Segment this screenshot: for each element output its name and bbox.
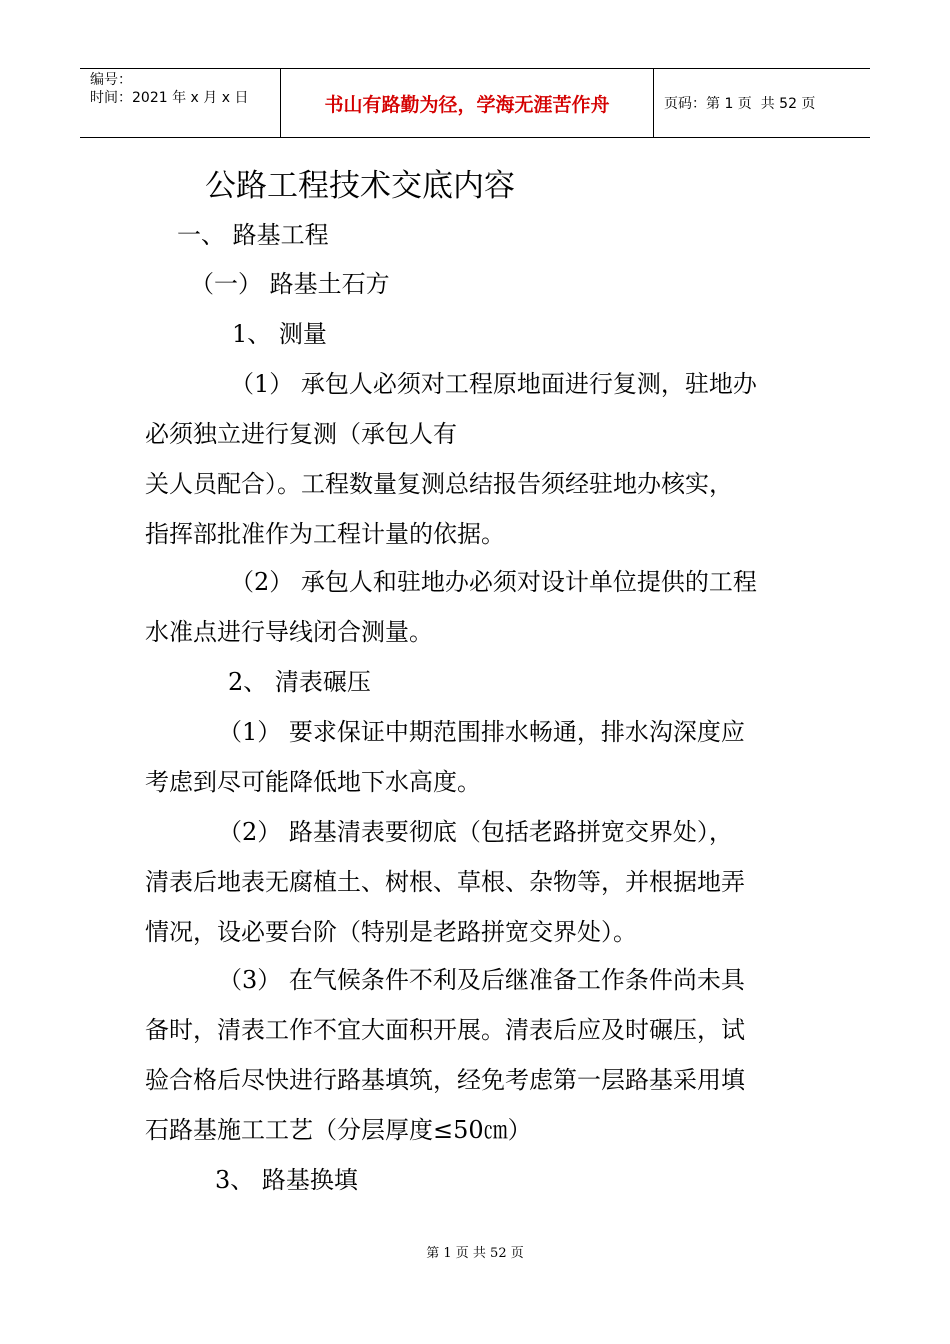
header-motto: 书山有路勤为径，学海无涯苦作舟 xyxy=(281,69,654,137)
paragraph-line: 指挥部批准作为工程计量的依据。 xyxy=(145,520,505,548)
item-heading-clearing: 2、 清表碾压 xyxy=(228,668,371,696)
page-info-text: 页码：第 1 页 共 52 页 xyxy=(664,96,816,112)
item-heading-replacement: 3、 路基换填 xyxy=(215,1166,358,1194)
paragraph-line: 备时，清表工作不宜大面积开展。清表后应及时碾压，试 xyxy=(145,1016,745,1044)
paragraph-line: 验合格后尽快进行路基填筑，经免考虑第一层路基采用填 xyxy=(145,1066,745,1094)
paragraph-line: 水准点进行导线闭合测量。 xyxy=(145,618,433,646)
paragraph-line: 情况，设必要台阶（特别是老路拼宽交界处）。 xyxy=(145,918,637,946)
item-heading-survey: 1、 测量 xyxy=(232,320,327,348)
paragraph-line: （2） 路基清表要彻底（包括老路拼宽交界处）， xyxy=(218,818,733,846)
date-label: 时间：2021 年 x 月 x 日 xyxy=(90,90,249,106)
paragraph-line: 清表后地表无腐植土、树根、草根、杂物等，并根据地弄 xyxy=(145,868,745,896)
document-title: 公路工程技术交底内容 xyxy=(205,168,515,204)
section-heading: 一、 路基工程 xyxy=(177,221,329,249)
subsection-heading: （一） 路基土石方 xyxy=(190,270,390,298)
paragraph-line: （1） 要求保证中期范围排水畅通，排水沟深度应 xyxy=(218,718,745,746)
paragraph-line: 石路基施工工艺（分层厚度≤50㎝） xyxy=(145,1116,532,1144)
paragraph-line: 考虑到尽可能降低地下水高度。 xyxy=(145,768,481,796)
page-footer: 第 1 页 共 52 页 xyxy=(426,1246,524,1261)
serial-label: 编号： xyxy=(90,72,132,88)
paragraph-line: 关人员配合）。工程数量复测总结报告须经驻地办核实， xyxy=(145,470,733,498)
paragraph-line: （1） 承包人必须对工程原地面进行复测，驻地办 xyxy=(230,370,757,398)
paragraph-line: （3） 在气候条件不利及后继准备工作条件尚未具 xyxy=(218,966,745,994)
header-meta xyxy=(80,69,281,137)
paragraph-line: 必须独立进行复测（承包人有 xyxy=(145,420,457,448)
header-page-info xyxy=(654,69,870,137)
document-header xyxy=(80,68,870,138)
paragraph-line: （2） 承包人和驻地办必须对设计单位提供的工程 xyxy=(230,568,757,596)
